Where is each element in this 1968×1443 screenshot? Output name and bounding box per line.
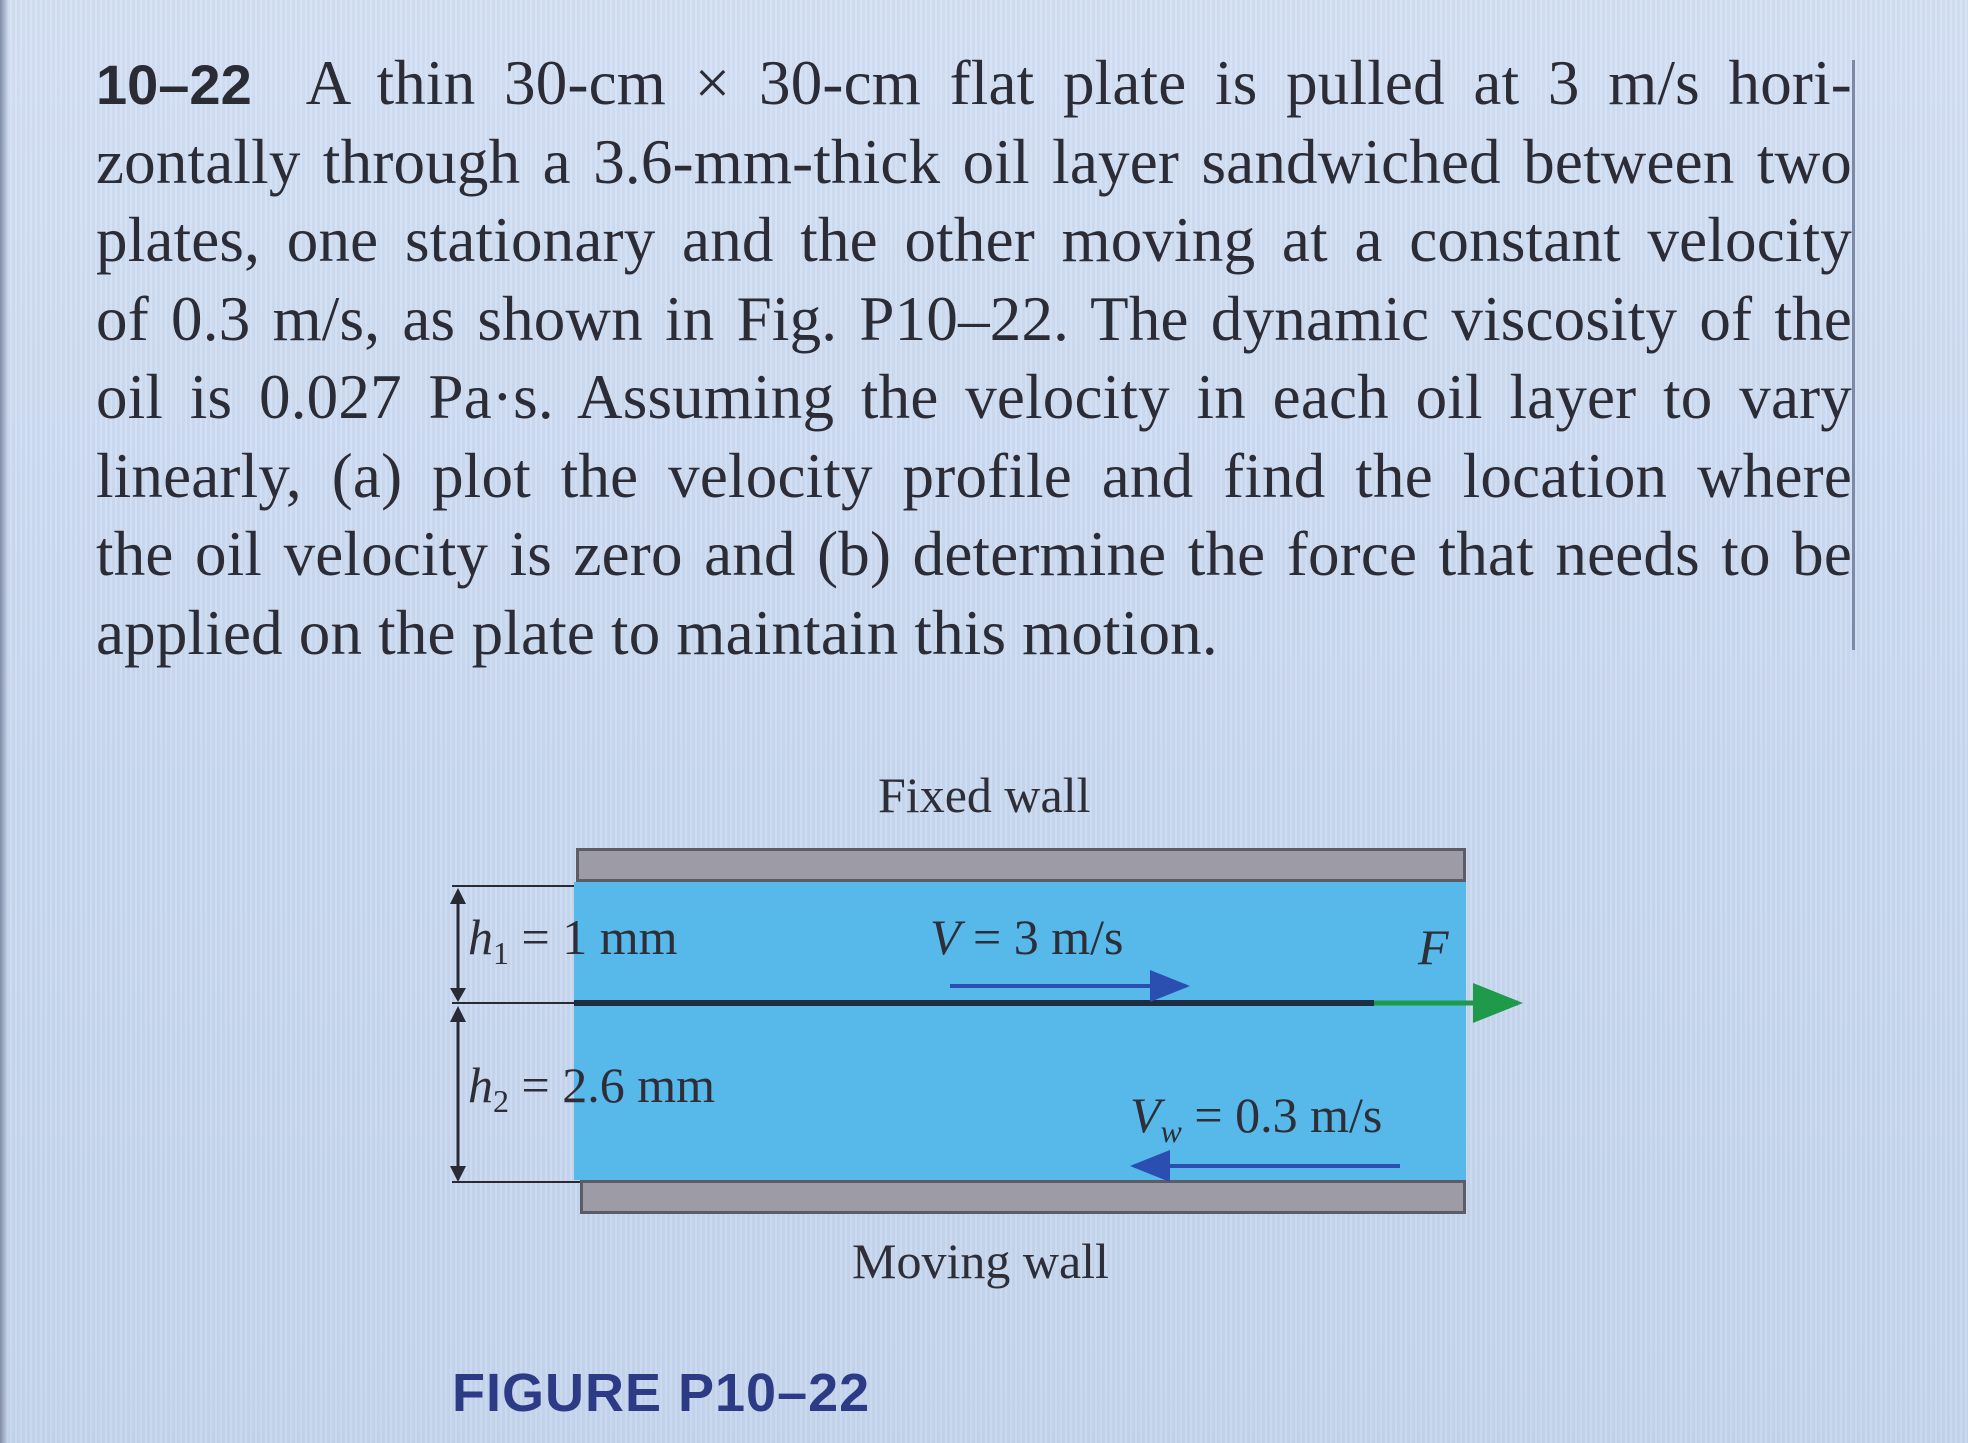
h1-dimension-arrow — [450, 888, 466, 1002]
problem-line-5: oil is 0.027 Pa·s. Assuming the velocity in each oil layer to vary — [96, 362, 1852, 432]
plate-velocity-label: V = 3 m/s — [930, 909, 1124, 965]
problem-line-3: plates, one stationary and the other moving at a constant velocity — [96, 205, 1852, 275]
problem-number: 10–22 — [96, 53, 252, 116]
h2-label: $h_2 = 2.6$ mm — [468, 1057, 715, 1119]
wall-velocity-label: $V_w = 0.3$ m/s — [1130, 1087, 1383, 1149]
fixed-wall-label: Fixed wall — [878, 767, 1091, 823]
problem-line-6: linearly, (a) plot the velocity profile and find the location where — [96, 440, 1852, 511]
problem-line-4: of 0.3 m/s, as shown in Fig. P10–22. The dynamic viscosity of the — [96, 283, 1852, 354]
h1-label: $h_1 = 1$ mm — [468, 909, 678, 971]
h2-dimension-arrow — [450, 1006, 466, 1182]
figure-caption: FIGURE P10–22 — [452, 1363, 871, 1423]
problem-line-7: the oil velocity is zero and (b) determine the force that needs to be — [96, 519, 1852, 589]
problem-line-8: applied on the plate to maintain this motion. — [96, 597, 1218, 668]
force-label: F — [1418, 919, 1449, 975]
problem-line-2: zontally through a 3.6-mm-thick oil layer sandwiched between two — [96, 126, 1852, 197]
moving-wall-label: Moving wall — [852, 1233, 1109, 1289]
problem-text-line: A thin 30-cm × 30-cm flat plate is pulled at 3 m/s hori- — [305, 48, 1852, 118]
